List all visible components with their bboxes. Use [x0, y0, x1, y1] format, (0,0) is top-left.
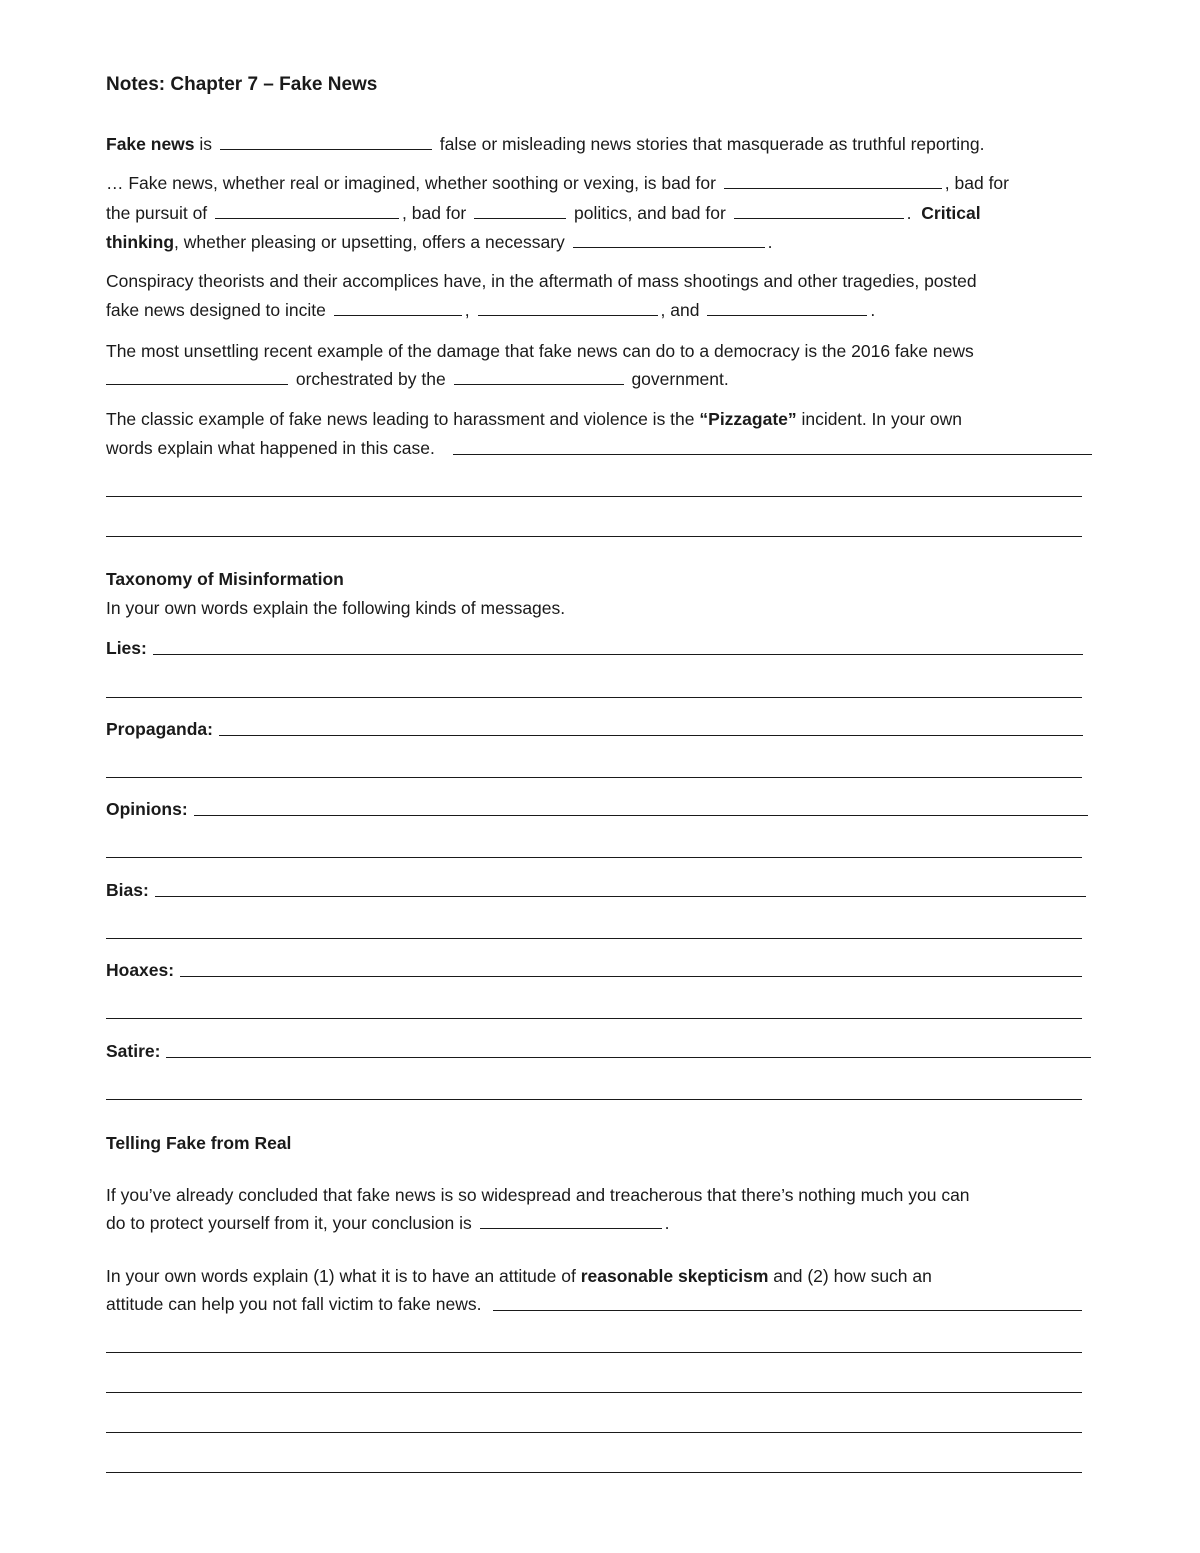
- conclusion-line-2: do to protect yourself from it, your conclusion is .: [106, 1213, 670, 1233]
- answer-line[interactable]: [106, 496, 1082, 497]
- conspiracy-blank-2[interactable]: [478, 299, 658, 316]
- quote-blank-1[interactable]: [724, 172, 942, 189]
- quote-blank-3[interactable]: [474, 202, 566, 219]
- election-blank-1[interactable]: [106, 368, 288, 385]
- term-fake-news: Fake news: [106, 134, 195, 154]
- quote-line-1: … Fake news, whether real or imagined, whether soothing or vexing, is bad for , bad for: [106, 173, 1009, 193]
- skepticism-line-1: In your own words explain (1) what it is to have an attitude of reasonable skepticism and (2) how such an: [106, 1266, 932, 1286]
- propaganda-answer-line[interactable]: Propaganda:: [106, 718, 1083, 740]
- pizzagate-line-1: The classic example of fake news leading to harassment and violence is the “Pizzagate” incident. In your own: [106, 409, 963, 429]
- definition-line: Fake news is false or misleading news stories that masquerade as truthful reporting.: [106, 134, 985, 154]
- satire-answer-line[interactable]: Satire:: [106, 1040, 1091, 1062]
- opinions-answer-line[interactable]: Opinions:: [106, 798, 1088, 820]
- answer-line[interactable]: [106, 938, 1082, 939]
- conclusion-line-1: If you’ve already concluded that fake news is so widespread and treacherous that there’s nothing much you can: [106, 1185, 970, 1205]
- pizzagate-answer-line[interactable]: words explain what happened in this case.: [106, 437, 1092, 459]
- answer-line[interactable]: [106, 857, 1082, 858]
- answer-line[interactable]: [106, 536, 1082, 537]
- answer-line[interactable]: [106, 1392, 1082, 1393]
- quote-line-2: the pursuit of , bad for politics, and bad for . Critical: [106, 203, 981, 223]
- quote-blank-5[interactable]: [573, 231, 765, 248]
- telling-heading: Telling Fake from Real: [106, 1133, 292, 1153]
- lies-answer-line[interactable]: Lies:: [106, 637, 1083, 659]
- election-blank-2[interactable]: [454, 368, 624, 385]
- election-line-1: The most unsettling recent example of the damage that fake news can do to a democracy is the 2016 fake news: [106, 341, 974, 361]
- conspiracy-blank-3[interactable]: [707, 299, 867, 316]
- skepticism-answer-line[interactable]: attitude can help you not fall victim to fake news.: [106, 1293, 1082, 1315]
- taxonomy-heading: Taxonomy of Misinformation: [106, 569, 344, 589]
- quote-blank-4[interactable]: [734, 202, 904, 219]
- bias-answer-line[interactable]: Bias:: [106, 879, 1086, 901]
- page-title: Notes: Chapter 7 – Fake News: [106, 74, 378, 95]
- quote-blank-2[interactable]: [215, 202, 399, 219]
- answer-line[interactable]: [106, 1432, 1082, 1433]
- answer-rule: [453, 454, 1092, 455]
- conspiracy-line-2: fake news designed to incite , , and .: [106, 300, 876, 320]
- answer-line[interactable]: [106, 777, 1082, 778]
- definition-blank[interactable]: [220, 133, 432, 150]
- conclusion-blank[interactable]: [480, 1212, 662, 1229]
- hoaxes-answer-line[interactable]: Hoaxes:: [106, 959, 1082, 981]
- answer-line[interactable]: [106, 1099, 1082, 1100]
- taxonomy-instruction: In your own words explain the following kinds of messages.: [106, 598, 566, 618]
- election-line-2: orchestrated by the government.: [106, 368, 729, 390]
- conspiracy-line-1: Conspiracy theorists and their accomplices have, in the aftermath of mass shootings and other tragedies, posted: [106, 271, 977, 291]
- answer-line[interactable]: [106, 1018, 1082, 1019]
- quote-line-3: thinking, whether pleasing or upsetting, offers a necessary .: [106, 232, 773, 252]
- conspiracy-blank-1[interactable]: [334, 299, 462, 316]
- answer-line[interactable]: [106, 697, 1082, 698]
- answer-line[interactable]: [106, 1472, 1082, 1473]
- answer-line[interactable]: [106, 1352, 1082, 1353]
